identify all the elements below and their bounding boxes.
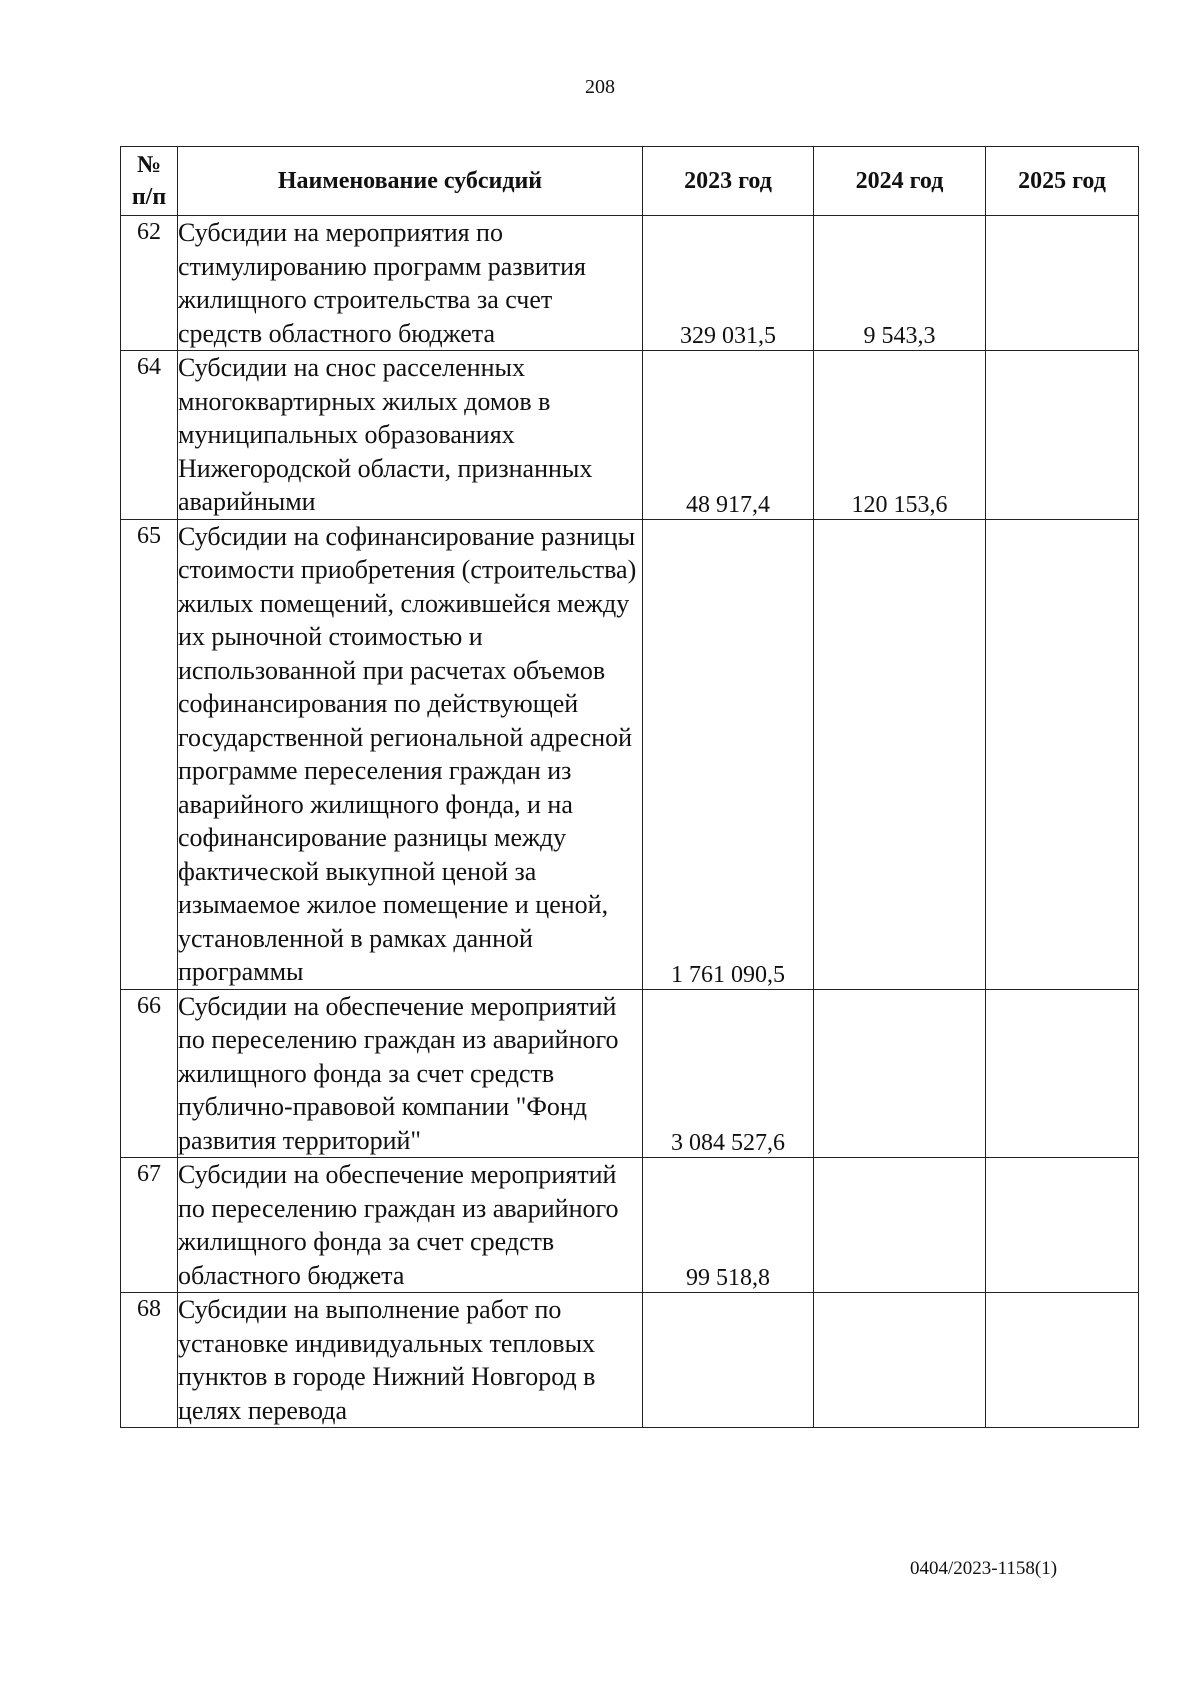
- table-row: [121, 519, 1139, 989]
- row-number: 67: [121, 1158, 178, 1293]
- header-number: [121, 147, 178, 216]
- row-number: 65: [121, 519, 178, 989]
- document-code: 0404/2023-1158(1): [910, 1558, 1058, 1579]
- row-number: 64: [121, 351, 178, 520]
- header-2025: 2025 год: [986, 147, 1139, 216]
- value-2023: 48 917,4: [643, 351, 814, 520]
- table-row: [121, 989, 1139, 1158]
- value-2025: [986, 351, 1139, 520]
- subsidies-table: [120, 146, 1139, 1428]
- subsidy-name: Субсидии на мероприятия по стимулированию программ развития жилищного строительства за счет средств областного бюджета: [178, 216, 643, 351]
- value-2023: 99 518,8: [643, 1158, 814, 1293]
- value-2023: 1 761 090,5: [643, 519, 814, 989]
- value-2024: [814, 1293, 986, 1428]
- value-2025: [986, 1293, 1139, 1428]
- table-row: [121, 1158, 1139, 1293]
- header-name: Наименование субсидий: [178, 147, 643, 216]
- row-number: 66: [121, 989, 178, 1158]
- row-number: 68: [121, 1293, 178, 1428]
- subsidy-name: Субсидии на обеспечение мероприятий по переселению граждан из аварийного жилищного фонда за счет средств областного бюджета: [178, 1158, 643, 1293]
- value-2025: [986, 216, 1139, 351]
- value-2023: [643, 1293, 814, 1428]
- value-2024: [814, 1158, 986, 1293]
- value-2024: [814, 989, 986, 1158]
- value-2024: 120 153,6: [814, 351, 986, 520]
- subsidy-name: Субсидии на софинансирование разницы стоимости приобретения (строительства) жилых помещений, сложившейся между их рыночной стоимостью и использованной при расчетах объемов софинансирования по действующей государственной региональной адресной программе переселения граждан из аварийного жилищного фонда, и на софинансирование разницы между фактической выкупной ценой за изымаемое жилое помещение и ценой, установленной в рамках данной программы: [178, 519, 643, 989]
- header-2024: 2024 год: [814, 147, 986, 216]
- value-2023: 329 031,5: [643, 216, 814, 351]
- value-2025: [986, 989, 1139, 1158]
- header-2023: 2023 год: [643, 147, 814, 216]
- page-number: 208: [585, 76, 615, 98]
- row-number: 62: [121, 216, 178, 351]
- table-row: [121, 216, 1139, 351]
- value-2024: [814, 519, 986, 989]
- subsidy-name: Субсидии на выполнение работ по установке индивидуальных тепловых пунктов в городе Нижний Новгород в целях перевода: [178, 1293, 643, 1428]
- value-2025: [986, 1158, 1139, 1293]
- value-2023: 3 084 527,6: [643, 989, 814, 1158]
- subsidy-name: Субсидии на обеспечение мероприятий по переселению граждан из аварийного жилищного фонда за счет средств публично-правовой компании "Фонд развития территорий": [178, 989, 643, 1158]
- table-row: [121, 351, 1139, 520]
- table-header-row: [121, 147, 1139, 216]
- value-2025: [986, 519, 1139, 989]
- value-2024: 9 543,3: [814, 216, 986, 351]
- header-number-abbrev: п/п: [131, 184, 167, 210]
- table-row: [121, 1293, 1139, 1428]
- subsidy-name: Субсидии на снос расселенных многоквартирных жилых домов в муниципальных образованиях Нижегородской области, признанных аварийными: [178, 351, 643, 520]
- header-number-symbol: №: [136, 152, 162, 178]
